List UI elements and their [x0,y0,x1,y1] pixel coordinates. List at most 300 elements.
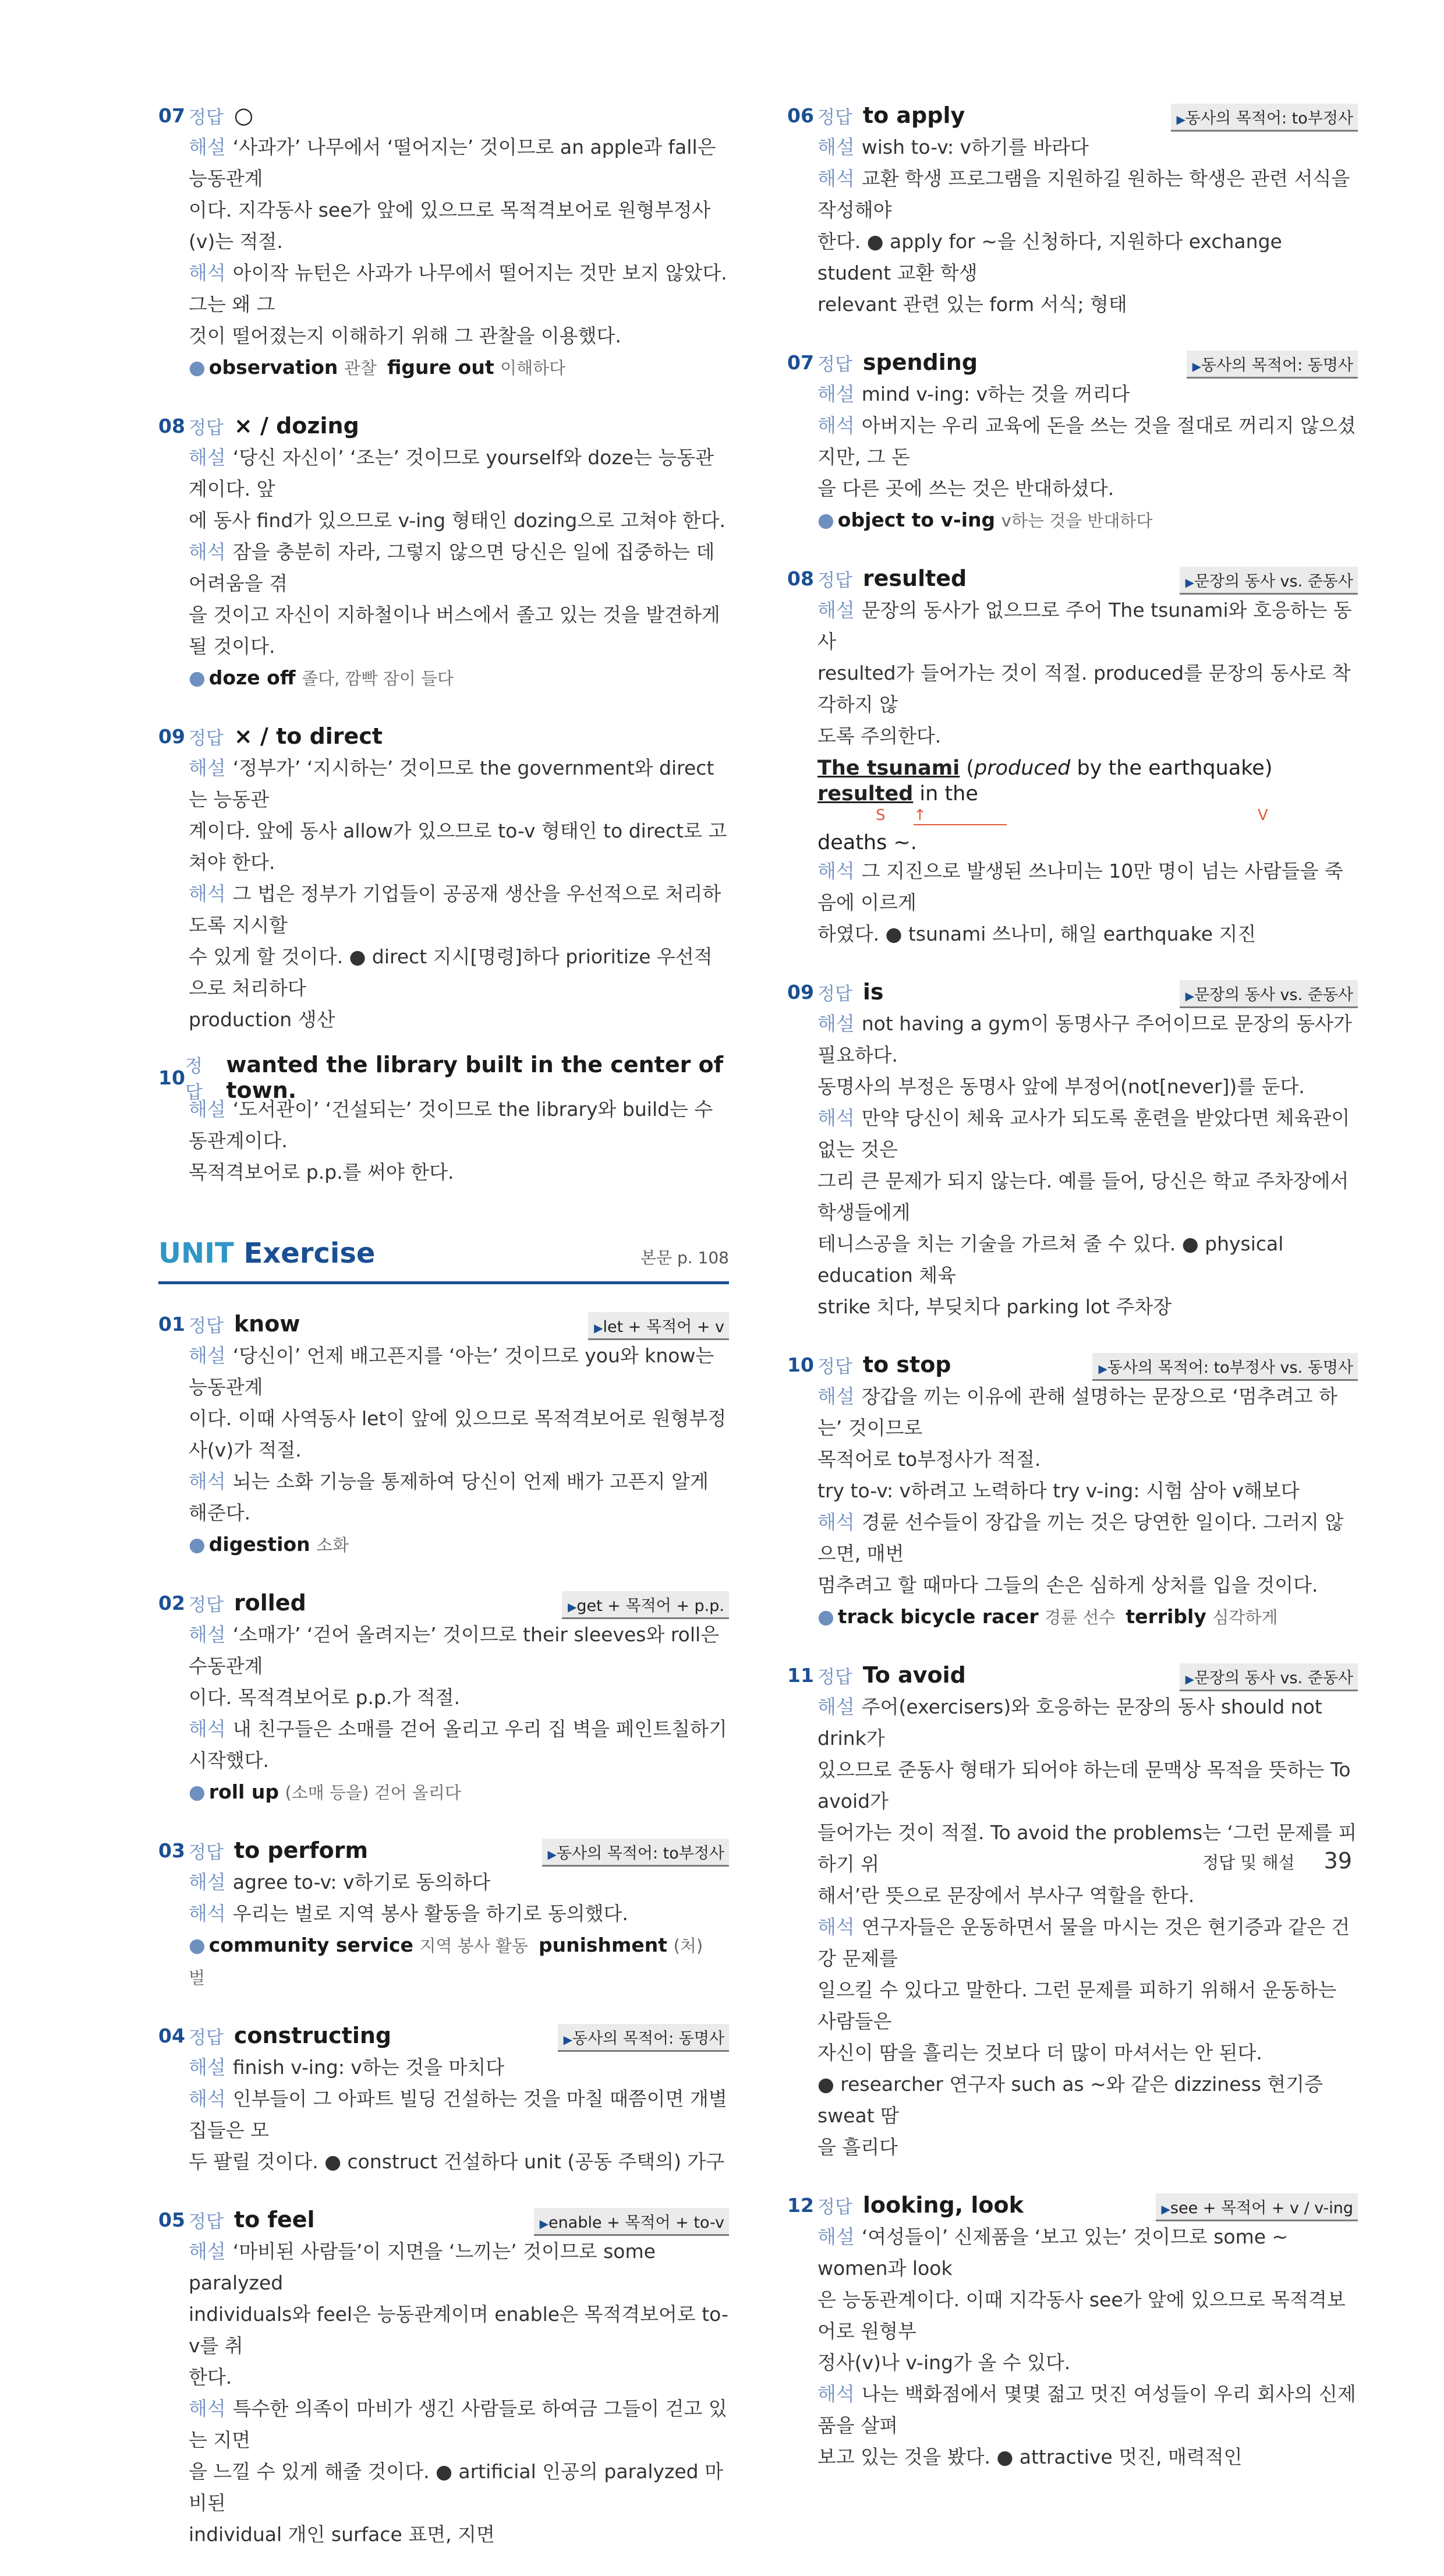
answer-text: looking, look [862,2192,1024,2218]
entry-header [158,2203,729,2236]
answer-entry [787,2189,1358,2473]
line-text: 장갑을 끼는 이유에 관해 설명하는 문장으로 ‘멈추려고 하는’ 것이므로 [817,1385,1337,1439]
answer-entry [158,2203,729,2550]
line-text: 만약 당신이 체육 교사가 되도록 훈련을 받았다면 체육관이 없는 것은 [817,1107,1350,1161]
page-number: 39 [1323,1848,1352,1874]
line-keyword: 해석 [189,1902,226,1925]
text-line [817,658,1358,720]
line-keyword: 해설 [817,136,855,158]
answer-entry [158,2019,729,2178]
answer-entry [158,1052,729,1188]
answer-text: resulted [862,566,967,591]
text-line [189,1340,729,1403]
line-text: mind v-ing: v하는 것을 꺼리다 [861,383,1130,405]
line-keyword: 해석 [189,2397,226,2420]
line-text: 을 흘리다 [817,2136,898,2158]
text-line [189,878,729,941]
line-text: not having a gym이 동명사구 주어이므로 문장의 동사가 필요하다. [817,1012,1352,1066]
vocab-word: community service [208,1934,413,1956]
answer-label: 정답 [189,2027,224,2048]
entry-body [189,2236,729,2550]
answer-entry [158,409,729,694]
line-keyword: 해설 [189,136,226,158]
text-line [817,856,1358,918]
answer-entry [787,1659,1358,2163]
text-line [189,442,729,505]
line-text: 두 팔릴 것이다. ● construct 건설하다 unit (공동 주택의) 가구 [189,2150,725,2173]
line-text: 을 것이고 자신이 지하철이나 버스에서 졸고 있는 것을 발견하게 될 것이다. [189,603,720,658]
text-line [817,1071,1358,1103]
line-text: 연구자들은 운동하면서 물을 마시는 것은 현기증과 같은 건강 문제를 [817,1916,1350,1970]
answer-label: 정답 [817,1666,852,1688]
footer-label: 정답 및 해설 [1202,1853,1295,1872]
entry-header [158,409,729,442]
answer-text: To avoid [862,1662,966,1688]
left-column [158,99,729,2576]
analysis-phrase: by the earthquake) [1070,757,1273,780]
line-text: 그 법은 정부가 기업들이 공공재 생산을 우선적으로 처리하도록 지시할 [189,882,721,937]
answer-label: 정답 [817,354,852,375]
text-line [817,1691,1358,1754]
entry-body [189,1619,729,1808]
answer-label: 정답 [189,1594,224,1616]
text-line [189,195,729,257]
page-footer [1202,1848,1352,1874]
line-text: ‘정부가’ ‘지시하는’ 것이므로 the government와 direct는 능동관 [189,757,714,811]
vocab-line [189,1529,729,1561]
entry-header [158,1834,729,1867]
answer-text: ○ [233,103,254,128]
vocab-meaning: 지역 봉사 활동 [419,1936,528,1956]
line-text: 그리 큰 문제가 되지 않는다. 예를 들어, 당신은 학교 주차장에서 학생들에게 [817,1169,1349,1224]
text-line [189,2456,729,2519]
vocab-line [817,1601,1358,1633]
text-line [189,505,729,536]
text-line [817,2284,1358,2347]
answer-label: 정답 [185,1056,203,1103]
line-text: relevant 관련 있는 form 서식; 형태 [817,293,1127,316]
grammar-tag: ▶ 문장의 동사 vs. 준동사 [1180,567,1358,595]
text-line [817,918,1358,950]
entry-header [787,346,1358,379]
text-line [189,815,729,878]
text-line [189,1867,729,1898]
text-line [817,163,1358,226]
line-keyword: 해석 [189,262,226,284]
line-text: ‘여성들이’ 신제품을 ‘보고 있는’ 것이므로 some ~ women과 look [817,2225,1289,2280]
analysis-paren-open: ( [960,757,974,780]
entry-body [189,1094,729,1188]
entry-body [189,752,729,1036]
line-text: 것이 떨어졌는지 이해하기 위해 그 관찰을 이용했다. [189,324,621,347]
line-text: 한다. [189,2366,232,2388]
entry-number: 08 [158,414,185,437]
line-keyword: 해설 [189,2056,226,2079]
line-keyword: 해석 [189,2087,226,2110]
answer-label: 정답 [189,417,224,439]
entry-number: 05 [158,2208,185,2231]
translation-lines [817,856,1358,950]
line-keyword: 해설 [189,446,226,469]
answer-text: know [233,1311,300,1337]
text-line [189,132,729,195]
answer-label: 정답 [189,1842,224,1863]
entry-body [189,1867,729,1994]
answer-label: 정답 [817,2196,852,2218]
line-keyword: 해설 [817,2225,855,2248]
vocab-line [817,504,1358,536]
grammar-tag: ▶ get + 목적어 + p.p. [562,1591,729,1619]
answer-text: × / to direct [233,723,383,749]
text-line [817,1165,1358,1228]
text-line [817,1103,1358,1165]
analysis-tail: in the [913,782,978,805]
vocab-word: doze off [208,666,296,689]
sentence-analysis [817,755,1358,807]
entry-number: 10 [787,1353,814,1376]
line-text: 도록 주의한다. [817,725,942,747]
text-line [817,1008,1358,1071]
line-text: 한다. ● apply for ~을 신청하다, 지원하다 exchange student 교환 학생 [817,230,1282,284]
text-line [817,2441,1358,2473]
entry-body [817,2221,1358,2473]
text-line [189,1004,729,1036]
text-line [817,1911,1358,1974]
line-text: 에 동사 find가 있으므로 v-ing 형태인 dozing으로 고쳐야 한다. [189,509,725,532]
text-line [817,2347,1358,2379]
text-line [189,257,729,320]
entry-body [817,1008,1358,1323]
vocab-meaning: 관찰 [344,358,377,378]
answer-entry [158,720,729,1036]
vocab-word: punishment [538,1934,668,1956]
line-text: strike 치다, 부딪치다 parking lot 주차장 [817,1295,1172,1318]
text-line [817,2037,1358,2069]
right-entries-a [787,99,1358,536]
grammar-tag: ▶ see + 목적어 + v / v-ing [1156,2193,1358,2221]
vocab-line [189,352,729,384]
text-line [189,1619,729,1682]
entry-header [787,1348,1358,1381]
line-keyword: 해설 [817,599,855,621]
vocab-word: terribly [1126,1605,1206,1628]
line-text: 잠을 충분히 자라, 그렇지 않으면 당신은 일에 집중하는 데 어려움을 겪 [189,540,715,595]
line-text: ‘당신 자신이’ ‘조는’ 것이므로 yourself와 doze는 능동관계이다. 앞 [189,446,714,500]
unit-exercise-header [158,1235,729,1284]
answer-label: 정답 [817,1356,852,1377]
answer-label: 정답 [817,107,852,128]
line-keyword: 해설 [817,1012,855,1035]
vocab-word: figure out [387,356,494,379]
right-entries-b [787,976,1358,2473]
answer-label: 정답 [817,570,852,591]
line-text: 경륜 선수들이 장갑을 끼는 것은 당연한 일이다. 그러지 않으면, 매번 [817,1511,1344,1565]
line-keyword: 해석 [817,2383,855,2405]
answer-label: 정답 [189,727,224,749]
line-text: try to-v: v하려고 노력하다 try v-ing: 시험 삼아 v해보다 [817,1479,1300,1502]
line-keyword: 해석 [189,540,226,563]
entry-body [189,1340,729,1561]
text-line [817,473,1358,504]
answer-text: constructing [233,2023,392,2048]
text-line [189,1094,729,1157]
answer-label: 정답 [817,983,852,1005]
line-text: 이다. 이때 사역동사 let이 앞에 있으므로 목적격보어로 원형부정사(v)가 적절. [189,1407,727,1461]
text-line [189,1682,729,1713]
line-text: 인부들이 그 아파트 빌딩 건설하는 것을 마칠 때쯤이면 개별 집들은 모 [189,2087,727,2142]
answer-text: spending [862,349,978,375]
line-text: 목적격보어로 p.p.를 써야 한다. [189,1161,454,1183]
line-keyword: 해설 [189,1623,226,1646]
vocab-meaning: 이해하다 [500,358,566,378]
line-text: 해서’란 뜻으로 문장에서 부사구 역할을 한다. [817,1884,1195,1907]
text-line [189,1466,729,1529]
entry-number: 07 [158,104,185,127]
text-line [189,599,729,662]
text-line [817,1444,1358,1475]
line-text: 자신이 땀을 흘리는 것보다 더 많이 마셔서는 안 된다. [817,2041,1262,2064]
text-line [817,1507,1358,1570]
answer-entry [787,346,1358,536]
text-line [817,2221,1358,2284]
text-line [817,1228,1358,1291]
line-keyword: 해석 [817,860,855,882]
line-text: 보고 있는 것을 봤다. ● attractive 멋진, 매력적인 [817,2446,1243,2468]
answer-text: × / dozing [233,413,359,439]
line-keyword: 해석 [189,1470,226,1493]
text-line [189,2083,729,2146]
grammar-tag: ▶ 동사의 목적어: to부정사 vs. 동명사 [1092,1353,1358,1381]
answer-entry [158,1586,729,1808]
entry-number: 01 [158,1312,185,1335]
line-keyword: 해설 [189,757,226,779]
text-line [817,1880,1358,1911]
line-text: production 생산 [189,1008,335,1031]
line-keyword: 해석 [817,167,855,190]
line-keyword: 해설 [817,383,855,405]
grammar-tag: ▶ 동사의 목적어: 동명사 [1187,351,1358,379]
entry-body [189,132,729,384]
line-keyword: 해석 [817,1511,855,1533]
entry-number: 09 [787,980,814,1003]
line-keyword: 해설 [189,1098,226,1121]
grammar-tag: ▶ 동사의 목적어: 동명사 [558,2024,729,2052]
entry-body [189,2052,729,2178]
bullet-icon: ● [189,1934,206,1956]
line-text: individuals와 feel은 능동관계이며 enable은 목적격보어로 to-v를 취 [189,2303,728,2357]
vocab-line [189,1776,729,1808]
entry-number: 09 [158,725,185,748]
vocab-meaning: 경륜 선수 [1045,1607,1116,1627]
vocab-meaning: (소매 등을) 걷어 올리다 [285,1783,461,1803]
line-text: ‘소매가’ ‘걷어 올려지는’ 것이므로 their sleeves와 roll은 수동관계 [189,1623,720,1677]
text-line [817,595,1358,658]
entry-number: 11 [787,1663,814,1687]
explanation-lines [817,595,1358,752]
line-text: 문장의 동사가 없으므로 주어 The tsunami와 호응하는 동사 [817,599,1352,653]
line-keyword: 해설 [817,1385,855,1408]
text-line [189,2519,729,2550]
line-keyword: 해석 [817,1916,855,1938]
line-text: 우리는 벌로 지역 봉사 활동을 하기로 동의했다. [232,1902,628,1925]
line-text: ● researcher 연구자 such as ~와 같은 dizziness 현기증 sweat 땀 [817,2073,1323,2127]
text-line [817,379,1358,410]
entry-number: 06 [787,104,814,127]
text-line [817,1291,1358,1323]
subject-mark: S [876,807,886,824]
entry-body [189,442,729,694]
grammar-tag: ▶ 동사의 목적어: to부정사 [1171,104,1358,132]
entry-number: 04 [158,2024,185,2047]
text-line [189,2362,729,2393]
analysis-line-2: deaths ~. [817,831,917,854]
line-text: individual 개인 surface 표면, 지면 [189,2523,495,2546]
line-text: 그 지진으로 발생된 쓰나미는 10만 명이 넘는 사람들을 죽음에 이르게 [817,860,1343,914]
line-keyword: 해석 [817,414,855,437]
line-text: 아버지는 우리 교육에 돈을 쓰는 것을 절대로 꺼리지 않으셨지만, 그 돈 [817,414,1356,468]
line-text: 정사(v)나 v-ing가 올 수 있다. [817,2351,1071,2374]
text-line [189,2146,729,2178]
line-text: ‘당신이’ 언제 배고픈지를 ‘아는’ 것이므로 you와 know는 능동관계 [189,1344,714,1398]
entry-body [817,595,1358,950]
text-line [817,2069,1358,2132]
line-keyword: 해설 [817,1695,855,1718]
entry-number: 02 [158,1591,185,1614]
vocab-meaning: v하는 것을 반대하다 [1001,511,1153,531]
answer-entry [158,1834,729,1994]
line-text: 뇌는 소화 기능을 통제하여 당신이 언제 배가 고픈지 알게 해준다. [189,1470,709,1524]
text-line [817,1381,1358,1444]
line-text: 을 느낄 수 있게 해줄 것이다. ● artificial 인공의 paralyzed 마비된 [189,2460,723,2514]
vocab-meaning: 소화 [316,1535,349,1555]
line-text: 이다. 목적격보어로 p.p.가 적절. [189,1686,460,1709]
bullet-icon: ● [189,666,206,689]
line-keyword: 해석 [817,1107,855,1129]
vocab-word: digestion [208,1533,310,1556]
vocab-word: roll up [208,1780,279,1803]
answer-entry-08-resulted [787,562,1358,950]
answer-entry [787,976,1358,1323]
unit-page-ref: 본문 p. 108 [640,1248,729,1267]
entry-header [158,1052,729,1103]
line-keyword: 해석 [189,882,226,905]
vocab-meaning: 졸다, 깜빡 잠이 들다 [302,669,454,688]
grammar-tag: ▶ 동사의 목적어: to부정사 [542,1839,730,1867]
line-text: wish to-v: v하기를 바라다 [861,136,1089,158]
vocab-meaning: 심각하게 [1212,1607,1278,1627]
analysis-verb: resulted [817,782,914,805]
grammar-tag: ▶ 문장의 동사 vs. 준동사 [1180,1663,1358,1691]
entry-header [787,1659,1358,1691]
line-text: resulted가 들어가는 것이 적절. produced를 문장의 동사로 착각하지 않 [817,662,1351,716]
grammar-tag: ▶ enable + 목적어 + to-v [534,2208,729,2236]
text-line [817,720,1358,752]
line-text: 수 있게 할 것이다. ● direct 지시[명령]하다 prioritize 우선적으로 처리하다 [189,945,713,999]
left-top-entries [158,99,729,1188]
entry-body [817,132,1358,320]
line-keyword: 해석 [189,1718,226,1740]
modifier-arrow-icon: ↑ [914,807,1007,825]
line-text: 있으므로 준동사 형태가 되어야 하는데 문맥상 목적을 뜻하는 To avoid가 [817,1758,1351,1812]
entry-number: 03 [158,1839,185,1862]
line-text: finish v-ing: v하는 것을 마치다 [232,2056,505,2079]
line-text: 들어가는 것이 적절. To avoid the problems는 ‘그런 문제를 피하기 위 [817,1821,1357,1875]
bullet-icon: ● [817,508,834,531]
answer-entry [158,1308,729,1561]
entry-header [158,99,729,132]
answer-label: 정답 [189,107,224,128]
vocab-line [189,1930,729,1994]
line-text: 내 친구들은 소매를 걷어 올리고 우리 집 벽을 페인트칠하기 시작했다. [189,1718,727,1772]
unit-entries [158,1308,729,2550]
entry-header [158,720,729,752]
text-line [817,1475,1358,1507]
unit-title-a: UNIT [158,1237,234,1270]
entry-header [158,1586,729,1619]
bullet-icon: ● [189,1780,206,1803]
entry-header [158,2019,729,2052]
text-line [189,1403,729,1466]
entry-number: 10 [158,1066,185,1089]
answer-entry [158,99,729,384]
line-text: 은 능동관계이다. 이때 지각동사 see가 앞에 있으므로 목적격보어로 원형부 [817,2288,1346,2342]
entry-number: 12 [787,2193,814,2217]
answer-text: rolled [233,1590,306,1616]
text-line [817,2132,1358,2163]
text-line [817,289,1358,320]
text-line [189,1898,729,1930]
entry-number: 08 [787,567,814,590]
line-text: 일으킬 수 있다고 말한다. 그런 문제를 피하기 위해서 운동하는 사람들은 [817,1978,1337,2033]
text-line [817,410,1358,473]
answer-text: is [862,979,884,1005]
line-text: 멈추려고 할 때마다 그들의 손은 심하게 상처를 입을 것이다. [817,1574,1318,1596]
vocab-word: object to v-ing [837,508,996,531]
text-line [189,752,729,815]
entry-header [787,2189,1358,2221]
text-line [189,2236,729,2299]
line-text: 동명사의 부정은 동명사 앞에 부정어(not[never])를 둔다. [817,1075,1305,1098]
text-line [817,2379,1358,2441]
line-text: 아이작 뉴턴은 사과가 나무에서 떨어지는 것만 보지 않았다. 그는 왜 그 [189,262,727,316]
analysis-participle: produced [974,757,1071,780]
line-text: ‘도서관이’ ‘건설되는’ 것이므로 the library와 build는 수동관계이다. [189,1098,713,1152]
answer-text: to feel [233,2207,315,2232]
vocab-word: observation [208,356,338,379]
entry-header [787,976,1358,1008]
line-keyword: 해설 [189,1871,226,1893]
answer-entry [787,99,1358,320]
answer-label: 정답 [189,1315,224,1337]
line-text: 나는 백화점에서 몇몇 젊고 멋진 여성들이 우리 회사의 신제품을 살펴 [817,2383,1356,2437]
line-text: 특수한 의족이 마비가 생긴 사람들로 하여금 그들이 걷고 있는 지면 [189,2397,727,2451]
text-line [817,1974,1358,2037]
entry-header [787,562,1358,595]
answer-text: wanted the library built in the center of town. [226,1052,724,1103]
line-text: agree to-v: v하기로 동의하다 [232,1871,491,1893]
entry-header [158,1308,729,1340]
bullet-icon: ● [817,1605,834,1628]
text-line [189,1157,729,1188]
line-text: ‘사과가’ 나무에서 ‘떨어지는’ 것이므로 an apple과 fall은 능동관계 [189,136,716,190]
text-line [189,1713,729,1776]
line-text: 테니스공을 치는 기술을 가르쳐 줄 수 있다. ● physical education 체육 [817,1232,1284,1287]
bullet-icon: ● [189,356,206,379]
line-keyword: 해설 [189,1344,226,1367]
verb-mark: V [1258,807,1268,824]
answer-entry [787,1348,1358,1633]
grammar-tag: ▶ 문장의 동사 vs. 준동사 [1180,980,1358,1008]
